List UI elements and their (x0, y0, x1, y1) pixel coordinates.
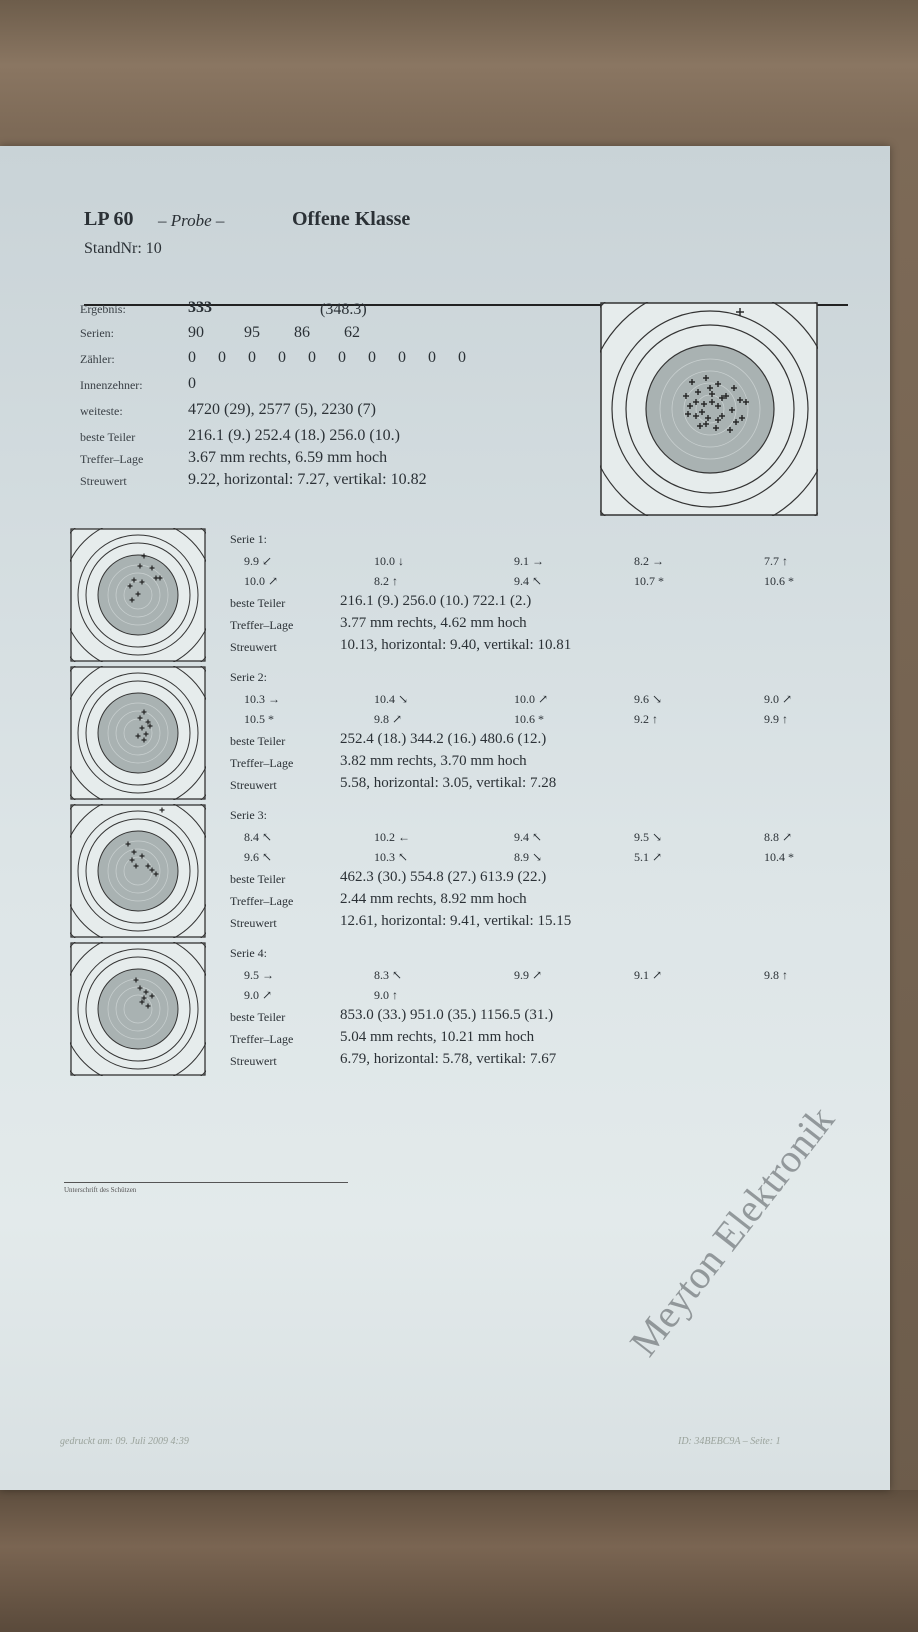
series-target-diagram (70, 804, 206, 938)
zaehler-value: 0 (218, 349, 226, 366)
print-date: gedruckt am: 09. Juli 2009 4:39 (60, 1436, 189, 1447)
teiler-label: beste Teiler (80, 430, 136, 444)
page-id: ID: 34BEBC9A – Seite: 1 (678, 1436, 781, 1447)
shot-value: 9.4 ↖ (514, 574, 543, 588)
series-teiler-value: 216.1 (9.) 256.0 (10.) 722.1 (2.) (340, 593, 532, 609)
shot-value: 9.6 ↖ (244, 850, 273, 864)
shot-value: 9.8 ↑ (764, 968, 788, 982)
series-lage-label: Treffer–Lage (230, 756, 294, 770)
signature-line (64, 1182, 348, 1183)
shot-value: 9.0 ↗ (764, 692, 793, 706)
series-target-diagram (70, 528, 206, 662)
series-teiler-label: beste Teiler (230, 596, 286, 610)
series-teiler-label: beste Teiler (230, 734, 286, 748)
weiteste-label: weiteste: (80, 404, 123, 418)
serien-value-1: 90 (188, 324, 204, 341)
serien-value-2: 95 (244, 324, 260, 341)
lage-label: Treffer–Lage (80, 452, 144, 466)
zaehler-value: 0 (458, 349, 466, 366)
lage-value: 3.67 mm rechts, 6.59 mm hoch (188, 449, 388, 466)
series-title: Serie 1: (230, 532, 267, 546)
meyton-watermark: Meyton Elektronik (620, 1097, 843, 1365)
shot-value: 7.7 ↑ (764, 554, 788, 568)
shot-value: 5.1 ↗ (634, 850, 663, 864)
result-sheet (0, 146, 890, 1490)
target-black-center (646, 345, 774, 473)
shot-value: 9.9 ↗ (514, 968, 543, 982)
shot-value: 10.3 ↖ (374, 850, 409, 864)
streu-value: 9.22, horizontal: 7.27, vertikal: 10.82 (188, 471, 427, 488)
table-surface-bottom (0, 1490, 918, 1632)
stand-number: StandNr: 10 (84, 240, 162, 257)
series-teiler-value: 462.3 (30.) 554.8 (27.) 613.9 (22.) (340, 869, 547, 885)
zaehler-value: 0 (428, 349, 436, 366)
series-lage-label: Treffer–Lage (230, 894, 294, 908)
zaehler-value: 0 (308, 349, 316, 366)
series-lage-value: 5.04 mm rechts, 10.21 mm hoch (340, 1029, 535, 1045)
ergebnis-value: 333 (188, 299, 212, 316)
shot-value: 10.4 ↘ (374, 692, 409, 706)
series-streu-label: Streuwert (230, 916, 277, 930)
shot-value: 10.6 * (514, 712, 544, 726)
shot-value: 8.8 ↗ (764, 830, 793, 844)
innenzehner-value: 0 (188, 375, 196, 392)
shot-value: 10.0 ↓ (374, 554, 404, 568)
series-teiler-label: beste Teiler (230, 1010, 286, 1024)
weiteste-value: 4720 (29), 2577 (5), 2230 (7) (188, 401, 376, 418)
shot-value: 8.9 ↘ (514, 850, 543, 864)
streu-label: Streuwert (80, 474, 127, 488)
series-teiler-label: beste Teiler (230, 872, 286, 886)
shot-value: 10.0 ↗ (514, 692, 549, 706)
zaehler-value: 0 (278, 349, 286, 366)
class-label: Offene Klasse (292, 208, 411, 230)
series-lage-value: 3.82 mm rechts, 3.70 mm hoch (340, 753, 527, 769)
shot-value: 9.1 → (514, 554, 544, 568)
shot-value: 9.8 ↗ (374, 712, 403, 726)
shot-value: 8.2 → (634, 554, 664, 568)
zaehler-value: 0 (398, 349, 406, 366)
series-lage-value: 3.77 mm rechts, 4.62 mm hoch (340, 615, 527, 631)
zaehler-value: 0 (188, 349, 196, 366)
series-lage-label: Treffer–Lage (230, 618, 294, 632)
signature-label: Unterschrift des Schützen (64, 1186, 137, 1194)
ergebnis-label: Ergebnis: (80, 302, 126, 316)
series-streu-label: Streuwert (230, 778, 277, 792)
zaehler-value: 0 (368, 349, 376, 366)
shot-value: 9.5 ↘ (634, 830, 663, 844)
series-target-diagram (70, 942, 206, 1076)
shot-value: 10.7 * (634, 574, 664, 588)
shot-value: 10.0 ↗ (244, 574, 279, 588)
shot-value: 9.4 ↖ (514, 830, 543, 844)
shot-value: 10.2 ← (374, 830, 410, 844)
zaehler-value: 0 (248, 349, 256, 366)
series-lage-label: Treffer–Lage (230, 1032, 294, 1046)
serien-value-4: 62 (344, 324, 360, 341)
shot-value: 8.4 ↖ (244, 830, 273, 844)
series-streu-value: 6.79, horizontal: 5.78, vertikal: 7.67 (340, 1051, 557, 1067)
shot-value: 10.6 * (764, 574, 794, 588)
series-title: Serie 2: (230, 670, 267, 684)
shot-value: 9.0 ↑ (374, 988, 398, 1002)
shot-value: 8.2 ↑ (374, 574, 398, 588)
series-title: Serie 4: (230, 946, 267, 960)
ergebnis-decimal: (348.3) (320, 301, 367, 318)
total-target-diagram (600, 302, 818, 516)
innenzehner-label: Innenzehner: (80, 378, 143, 392)
series-streu-label: Streuwert (230, 1054, 277, 1068)
teiler-value: 216.1 (9.) 252.4 (18.) 256.0 (10.) (188, 427, 400, 444)
shot-value: 9.9 ↙ (244, 554, 273, 568)
serien-label: Serien: (80, 326, 114, 340)
series-lage-value: 2.44 mm rechts, 8.92 mm hoch (340, 891, 527, 907)
series-streu-label: Streuwert (230, 640, 277, 654)
serien-value-3: 86 (294, 324, 310, 341)
shot-value: 10.5 * (244, 712, 274, 726)
shot-value: 10.4 * (764, 850, 794, 864)
series-streu-value: 5.58, horizontal: 3.05, vertikal: 7.28 (340, 775, 557, 791)
series-streu-value: 10.13, horizontal: 9.40, vertikal: 10.81 (340, 637, 572, 653)
zaehler-value: 0 (338, 349, 346, 366)
shot-value: 9.6 ↘ (634, 692, 663, 706)
shot-value: 8.3 ↖ (374, 968, 403, 982)
series-target-diagram (70, 666, 206, 800)
series-teiler-value: 252.4 (18.) 344.2 (16.) 480.6 (12.) (340, 731, 547, 747)
shot-value: 9.2 ↑ (634, 712, 658, 726)
shot-value: 10.3 → (244, 692, 280, 706)
probe-label: – Probe – (158, 211, 225, 230)
shot-value: 9.0 ↗ (244, 988, 273, 1002)
shot-value: 9.9 ↑ (764, 712, 788, 726)
shot-value: 9.1 ↗ (634, 968, 663, 982)
shot-value: 9.5 → (244, 968, 274, 982)
discipline-title: LP 60 (84, 208, 134, 230)
zaehler-label: Zähler: (80, 352, 115, 366)
series-title: Serie 3: (230, 808, 267, 822)
series-streu-value: 12.61, horizontal: 9.41, vertikal: 15.15 (340, 913, 572, 929)
series-teiler-value: 853.0 (33.) 951.0 (35.) 1156.5 (31.) (340, 1007, 554, 1023)
